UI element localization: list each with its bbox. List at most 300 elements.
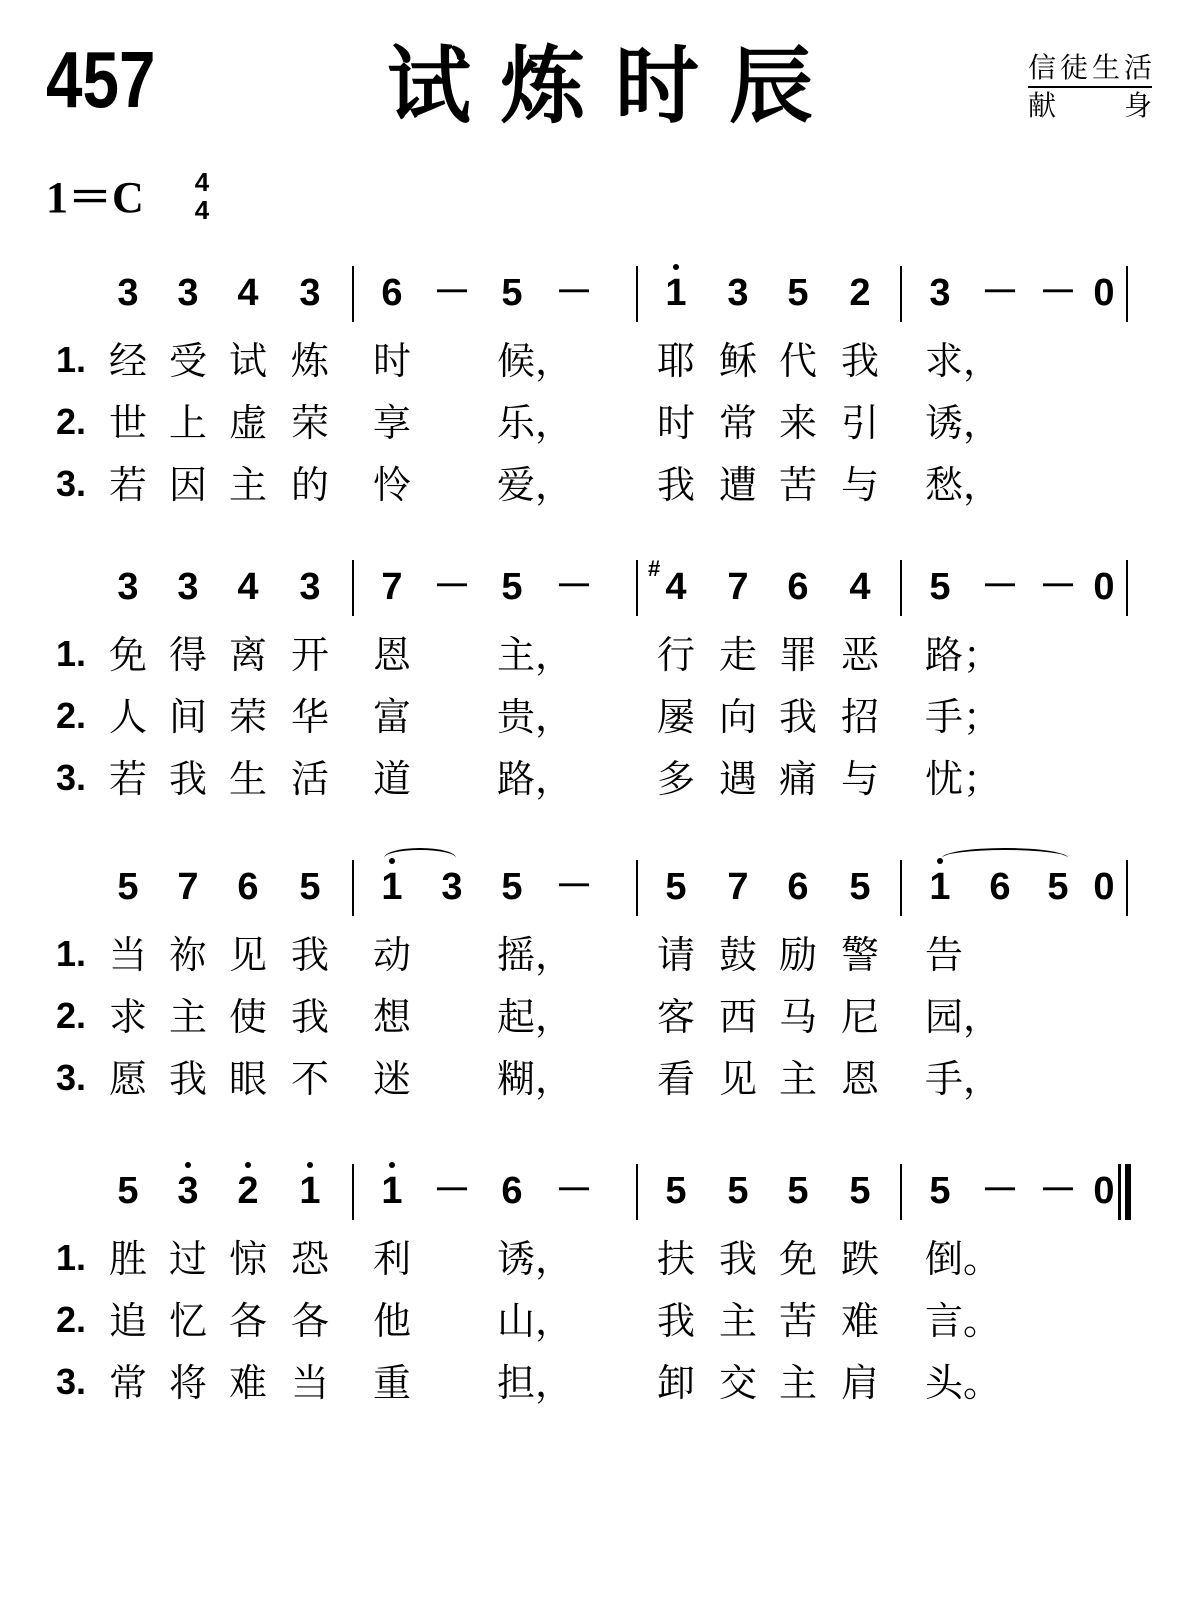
note [778,868,818,906]
lyric-char: 常 [718,401,757,445]
barline [1126,560,1128,616]
note [718,868,758,906]
verse-number: 1. [56,633,87,674]
barline [352,266,354,322]
dash-extension [554,568,594,606]
lyric-char: 稣 [718,339,757,383]
note-value: － [980,272,1019,314]
lyric-char: 道 [372,757,411,801]
lyric-char: 胜 [108,1237,147,1281]
note-value: 0 [1093,566,1115,608]
note [778,568,818,606]
verse-number: 1. [56,1237,87,1278]
note [228,1172,268,1210]
note-value: 3 [117,272,139,314]
lyric-char: 西 [718,995,757,1039]
lyric-char: 手； [925,695,1002,739]
lyric-char: 人 [108,695,147,739]
dash-extension [554,868,594,906]
lyric-char: 告 [924,933,963,977]
note [980,868,1020,906]
time-signature-bottom: 4 [194,195,210,225]
lyric-char: 各 [290,1299,329,1343]
note-value: 6 [787,866,809,908]
note-value: 1 [665,272,687,314]
note-value: 1 [381,866,403,908]
note-value: 5 [117,1170,139,1212]
lyric-char: 虚 [228,401,267,445]
note [656,1172,696,1210]
lyric-char: 我 [290,995,329,1039]
note-value: 5 [117,866,139,908]
note-value: － [554,272,593,314]
lyric-char: 求， [925,339,1002,383]
note-value: 6 [381,272,403,314]
note-value: － [554,566,593,608]
note-value: 5 [501,272,523,314]
category-label [1028,50,1152,124]
note-value: 5 [501,866,523,908]
note-value: 1 [381,1170,403,1212]
verse-number: 2. [56,695,87,736]
lyric-char: 诱， [925,401,1002,445]
note [1038,868,1078,906]
note-value: － [980,566,1019,608]
lyric-char: 祢 [168,933,207,977]
lyric-char: 生 [228,757,267,801]
lyric-char: 鼓 [718,933,757,977]
verse-number: 3. [56,1057,87,1098]
lyric-char: 眼 [228,1057,267,1101]
lyric-char: 园， [925,995,1002,1039]
lyric-char: 华 [290,695,329,739]
lyric-char: 追 [108,1299,147,1343]
lyric-char: 诱， [497,1237,574,1281]
lyric-char: 免 [778,1237,817,1281]
lyric-char: 我 [168,1057,207,1101]
hymn-number: 457 [46,35,156,124]
note [718,568,758,606]
lyric-char: 离 [228,633,267,677]
lyric-char: 不 [290,1057,329,1101]
lyric-char: 路， [497,757,574,801]
lyric-char: 愁， [925,463,1002,507]
note-value: 2 [237,1170,259,1212]
lyric-char: 头。 [925,1361,1002,1405]
octave-dot [673,264,679,270]
note-value: 6 [989,866,1011,908]
note-value: 3 [299,566,321,608]
lyric-char: 恩 [372,633,411,677]
lyric-char: 将 [168,1361,207,1405]
note [492,1172,532,1210]
sharp-sign: # [648,556,661,581]
lyric-char: 的 [290,463,329,507]
time-signature-top: 4 [194,167,210,197]
lyric-char: 荣 [228,695,267,739]
note [656,868,696,906]
lyric-char: 活 [290,757,329,801]
note [290,568,330,606]
note-value: 5 [727,1170,749,1212]
lyric-char: 苦 [778,463,817,507]
note-value: 4 [849,566,871,608]
slur [942,848,1068,868]
lyric-char: 若 [108,757,147,801]
note-value: － [1038,566,1077,608]
time-signature [190,168,214,224]
lyric-char: 候， [497,339,574,383]
note [840,274,880,312]
verse-number: 2. [56,995,87,1036]
lyric-char: 怜 [372,463,411,507]
lyric-char: 主 [778,1057,817,1101]
lyric-char: 与 [840,463,879,507]
lyric-char: 路； [925,633,1002,677]
hymn-title: 试炼时辰 [386,37,843,135]
note-value: 5 [1047,866,1069,908]
note-value: 7 [381,566,403,608]
note [432,868,472,906]
lyric-char: 我 [656,463,695,507]
dash-extension [432,1172,472,1210]
lyric-char: 我 [840,339,879,383]
lyric-char: 世 [108,401,147,445]
barline [1126,266,1128,322]
lyric-char: 耶 [656,339,695,383]
lyric-char: 倒。 [925,1237,1002,1281]
note-value: 3 [117,566,139,608]
lyric-char: 重 [372,1361,411,1405]
lyric-char: 想 [372,995,411,1039]
lyric-char: 难 [228,1361,267,1405]
dash-extension [432,274,472,312]
note [108,568,148,606]
note-value: － [1038,272,1077,314]
lyric-char: 主 [228,463,267,507]
dash-extension [1038,274,1078,312]
lyric-char: 他 [372,1299,411,1343]
note-value: 4 [237,272,259,314]
lyric-char: 见 [718,1057,757,1101]
lyric-char: 遭 [718,463,757,507]
lyric-char: 忧； [925,757,1002,801]
octave-dot [245,1162,251,1168]
barline [636,560,638,616]
note-value: 2 [849,272,871,314]
note-value: 5 [787,1170,809,1212]
lyric-char: 富 [372,695,411,739]
note [920,868,960,906]
verse-number: 3. [56,463,87,504]
lyric-char: 乐， [497,401,574,445]
note-value: 1 [299,1170,321,1212]
lyric-char: 求 [108,995,147,1039]
lyric-char: 扶 [656,1237,695,1281]
barline [900,860,902,916]
lyric-char: 经 [108,339,147,383]
lyric-char: 主 [778,1361,817,1405]
note-value: 3 [177,1170,199,1212]
lyric-char: 尼 [840,995,879,1039]
lyric-char: 引 [840,401,879,445]
note [718,274,758,312]
lyric-char: 言。 [925,1299,1002,1343]
note-value: － [554,1170,593,1212]
lyric-char: 时 [656,401,695,445]
note-value: 7 [727,566,749,608]
note-value: － [432,272,471,314]
lyric-char: 主， [497,633,574,677]
note [840,868,880,906]
dash-extension [554,1172,594,1210]
lyric-char: 恶 [840,633,879,677]
note [920,274,960,312]
lyric-char: 向 [718,695,757,739]
lyric-char: 苦 [778,1299,817,1343]
note [718,1172,758,1210]
lyric-char: 警 [840,933,879,977]
note [920,568,960,606]
lyric-char: 因 [168,463,207,507]
note-value: 0 [1093,272,1115,314]
note [648,556,696,608]
note-value: 5 [665,1170,687,1212]
lyric-char: 免 [108,633,147,677]
lyric-char: 间 [168,695,207,739]
final-barline-thin [1118,1164,1121,1220]
note [290,274,330,312]
lyric-char: 罪 [778,633,817,677]
lyric-char: 摇， [497,933,574,977]
dash-extension [1038,568,1078,606]
lyric-char: 肩 [840,1361,879,1405]
note [108,274,148,312]
lyric-char: 跌 [840,1237,879,1281]
lyric-char: 屡 [656,695,695,739]
octave-dot [389,1162,395,1168]
lyric-char: 走 [718,633,757,677]
lyric-char: 时 [372,339,411,383]
note-value: 4 [237,566,259,608]
note-value: 3 [727,272,749,314]
lyric-char: 我 [718,1237,757,1281]
lyric-char: 担， [497,1361,574,1405]
note-value: 5 [501,566,523,608]
note-value: 3 [299,272,321,314]
lyric-char: 交 [718,1361,757,1405]
note-value: 5 [849,866,871,908]
barline [352,560,354,616]
lyric-char: 山， [497,1299,574,1343]
lyric-char: 主 [718,1299,757,1343]
octave-dot [185,1162,191,1168]
note [372,274,412,312]
note [840,568,880,606]
barline [636,266,638,322]
lyric-char: 利 [372,1237,411,1281]
note-value: 5 [849,1170,871,1212]
dash-extension [432,568,472,606]
note [168,274,208,312]
note-value: 3 [177,566,199,608]
barline [900,560,902,616]
note-value: － [554,866,593,908]
lyric-char: 荣 [290,401,329,445]
note [372,868,412,906]
octave-dot [307,1162,313,1168]
dash-extension [1038,1172,1078,1210]
note [492,568,532,606]
lyric-char: 糊， [497,1057,574,1101]
note-value: 5 [787,272,809,314]
note-value: 1 [929,866,951,908]
lyric-char: 请 [656,933,695,977]
category-primary: 信徒生活 [1028,50,1152,88]
note-value: 6 [501,1170,523,1212]
note [168,868,208,906]
lyric-char: 迷 [372,1057,411,1101]
final-barline-thick [1125,1164,1131,1220]
note [372,568,412,606]
note-value: 4 [665,566,687,608]
verse-number: 3. [56,757,87,798]
barline [352,1164,354,1220]
lyric-char: 享 [372,401,411,445]
note [492,274,532,312]
note [228,868,268,906]
note-value: － [432,566,471,608]
lyric-char: 起， [497,995,574,1039]
lyric-char: 客 [656,995,695,1039]
lyric-char: 遇 [718,757,757,801]
note [108,868,148,906]
dash-extension [980,568,1020,606]
note-value: 5 [299,866,321,908]
note-value: － [1038,1170,1077,1212]
note-value: － [980,1170,1019,1212]
lyric-char: 贵， [497,695,574,739]
lyric-char: 我 [656,1299,695,1343]
barline [1126,860,1128,916]
lyric-char: 看 [656,1057,695,1101]
note-value: 6 [237,866,259,908]
slur [384,848,456,868]
lyric-char: 恩 [840,1057,879,1101]
note [778,1172,818,1210]
lyric-char: 来 [778,401,817,445]
lyric-char: 若 [108,463,147,507]
lyric-char: 卸 [656,1361,695,1405]
note-value: 3 [929,272,951,314]
note [778,274,818,312]
lyric-char: 惊 [228,1237,267,1281]
lyric-char: 我 [168,757,207,801]
note [290,1172,330,1210]
note [228,274,268,312]
lyric-char: 手， [925,1057,1002,1101]
lyric-char: 见 [228,933,267,977]
lyric-char: 使 [228,995,267,1039]
lyric-char: 动 [372,933,411,977]
note-value: 0 [1093,1170,1115,1212]
lyric-char: 得 [168,633,207,677]
note [920,1172,960,1210]
lyric-char: 炼 [290,339,329,383]
lyric-char: 过 [168,1237,207,1281]
verse-number: 1. [56,339,87,380]
note [168,568,208,606]
category-secondary: 献 身 [1028,89,1152,122]
note-value: 0 [1093,866,1115,908]
lyric-char: 励 [778,933,817,977]
lyric-char: 愿 [108,1057,147,1101]
note-value: 7 [177,866,199,908]
lyric-char: 常 [108,1361,147,1405]
lyric-char: 难 [840,1299,879,1343]
lyric-char: 爱， [497,463,574,507]
lyric-char: 上 [168,401,207,445]
lyric-char: 我 [778,695,817,739]
note [840,1172,880,1210]
note-value: 6 [787,566,809,608]
barline [900,266,902,322]
lyric-char: 当 [290,1361,329,1405]
note [656,274,696,312]
barline [352,860,354,916]
note [372,1172,412,1210]
lyric-char: 试 [228,339,267,383]
lyric-char: 各 [228,1299,267,1343]
note [228,568,268,606]
note-value: － [432,1170,471,1212]
dash-extension [554,274,594,312]
verse-number: 1. [56,933,87,974]
note [168,1172,208,1210]
note [108,1172,148,1210]
verse-number: 2. [56,1299,87,1340]
barline [636,860,638,916]
lyric-char: 与 [840,757,879,801]
lyric-char: 马 [778,995,817,1039]
note-value: 7 [727,866,749,908]
lyric-char: 行 [656,633,695,677]
note [1084,568,1124,606]
note [1084,274,1124,312]
note-value: 5 [929,1170,951,1212]
note [290,868,330,906]
note-value: 3 [441,866,463,908]
barline [636,1164,638,1220]
lyric-char: 招 [840,695,879,739]
lyric-char: 主 [168,995,207,1039]
verse-number: 2. [56,401,87,442]
lyric-char: 忆 [168,1299,207,1343]
lyric-char: 代 [778,339,817,383]
lyric-char: 多 [656,757,695,801]
lyric-char: 痛 [778,757,817,801]
barline [900,1164,902,1220]
verse-number: 3. [56,1361,87,1402]
note-value: 3 [177,272,199,314]
key-signature: 1＝C [46,173,144,222]
lyric-char: 开 [290,633,329,677]
note [492,868,532,906]
dash-extension [980,1172,1020,1210]
lyric-char: 恐 [290,1237,329,1281]
lyric-char: 当 [108,933,147,977]
note [1084,868,1124,906]
